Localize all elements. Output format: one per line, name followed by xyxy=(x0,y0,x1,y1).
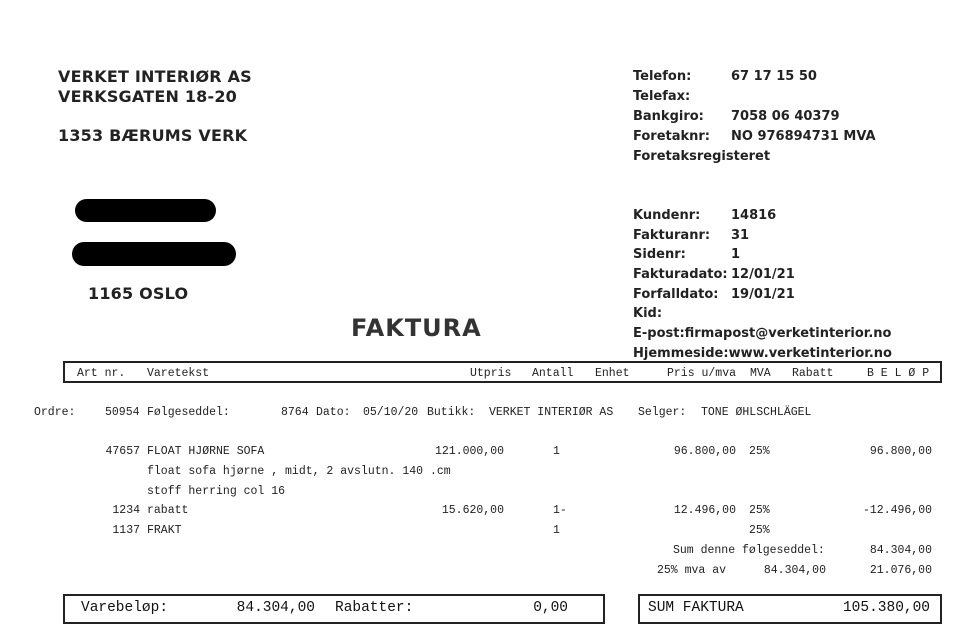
sidenr-value: 1 xyxy=(731,247,741,262)
fakturadato-value: 12/01/21 xyxy=(731,267,795,282)
line-text: FRAKT xyxy=(147,524,182,537)
dato-label: Dato: xyxy=(316,406,351,419)
orgnr-label: Foretaknr: xyxy=(633,129,711,144)
mva-label: 25% mva av xyxy=(657,564,727,577)
dato-value: 05/10/20 xyxy=(363,406,419,419)
redacted-address xyxy=(72,242,236,266)
register-text: Foretaksregisteret xyxy=(633,149,771,164)
col-varetekst: Varetekst xyxy=(147,367,210,380)
sidenr-label: Sidenr: xyxy=(633,247,686,262)
mva-amount: 21.076,00 xyxy=(869,564,932,577)
line-antall: 1- xyxy=(553,504,567,517)
fakturadato-label: Fakturadato: xyxy=(633,267,728,282)
col-mva: MVA xyxy=(750,367,771,380)
website-text: Hjemmeside:www.verketinterior.no xyxy=(633,346,892,361)
kundenr-label: Kundenr: xyxy=(633,208,701,223)
ordre-value: 50954 xyxy=(105,406,140,419)
sum-faktura-value: 105.380,00 xyxy=(842,600,930,616)
folgeseddel-label: Følgeseddel: xyxy=(147,406,230,419)
invoice-title: FAKTURA xyxy=(351,314,482,342)
varebelop-value: 84.304,00 xyxy=(236,600,315,616)
line-pris: 96.800,00 xyxy=(673,445,736,458)
line-description: float sofa hjørne , midt, 2 avslutn. 140 .cm xyxy=(147,465,451,478)
folgeseddel-value: 8764 xyxy=(281,406,309,419)
company-postal: 1353 BÆRUMS VERK xyxy=(58,126,248,145)
col-antall: Antall xyxy=(532,367,574,380)
col-pris: Pris u/mva xyxy=(667,367,737,380)
line-artnr: 1137 xyxy=(112,524,140,537)
customer-city: 1165 OSLO xyxy=(88,284,189,303)
line-pris: 12.496,00 xyxy=(673,504,736,517)
line-artnr: 47657 xyxy=(105,445,140,458)
line-mva: 25% xyxy=(749,445,770,458)
col-belop: B E L Ø P xyxy=(867,367,930,380)
selger-label: Selger: xyxy=(638,406,687,419)
line-utpris: 15.620,00 xyxy=(441,504,504,517)
line-antall: 1 xyxy=(553,524,560,537)
line-text: FLOAT HJØRNE SOFA xyxy=(147,445,265,458)
fakturanr-label: Fakturanr: xyxy=(633,228,711,243)
col-artnr: Art nr. xyxy=(77,367,126,380)
email-text: E-post:firmapost@verketinterior.no xyxy=(633,326,892,341)
forfall-label: Forfalldato: xyxy=(633,287,719,302)
line-text: rabatt xyxy=(147,504,189,517)
line-utpris: 121.000,00 xyxy=(434,445,504,458)
ordre-label: Ordre: xyxy=(34,406,76,419)
kid-label: Kid: xyxy=(633,306,663,321)
fax-label: Telefax: xyxy=(633,89,691,104)
col-rabatt: Rabatt xyxy=(792,367,834,380)
butikk-value: VERKET INTERIØR AS xyxy=(489,406,614,419)
redacted-name xyxy=(75,199,216,222)
rabatter-value: 0,00 xyxy=(533,600,568,616)
line-artnr: 1234 xyxy=(112,504,140,517)
subtotal-label: Sum denne følgeseddel: xyxy=(673,544,825,557)
line-antall: 1 xyxy=(553,445,560,458)
col-enhet: Enhet xyxy=(595,367,630,380)
varebelop-label: Varebeløp: xyxy=(81,600,169,616)
rabatter-label: Rabatter: xyxy=(335,600,414,616)
orgnr-value: NO 976894731 MVA xyxy=(731,129,876,144)
line-mva: 25% xyxy=(749,504,770,517)
line-belop: -12.496,00 xyxy=(862,504,932,517)
fakturanr-value: 31 xyxy=(731,228,750,243)
line-belop: 96.800,00 xyxy=(869,445,932,458)
company-street: VERKSGATEN 18-20 xyxy=(58,87,238,106)
phone-value: 67 17 15 50 xyxy=(731,69,817,84)
butikk-label: Butikk: xyxy=(427,406,476,419)
company-name: VERKET INTERIØR AS xyxy=(58,67,252,86)
line-description: stoff herring col 16 xyxy=(147,485,286,498)
mva-base: 84.304,00 xyxy=(763,564,826,577)
selger-value: TONE ØHLSCHLÄGEL xyxy=(701,406,812,419)
kundenr-value: 14816 xyxy=(731,208,777,223)
sum-faktura-label: SUM FAKTURA xyxy=(648,600,744,616)
bankgiro-value: 7058 06 40379 xyxy=(731,109,840,124)
line-mva: 25% xyxy=(749,524,770,537)
subtotal-value: 84.304,00 xyxy=(869,544,932,557)
bankgiro-label: Bankgiro: xyxy=(633,109,704,124)
col-utpris: Utpris xyxy=(470,367,512,380)
phone-label: Telefon: xyxy=(633,69,692,84)
forfall-value: 19/01/21 xyxy=(731,287,795,302)
